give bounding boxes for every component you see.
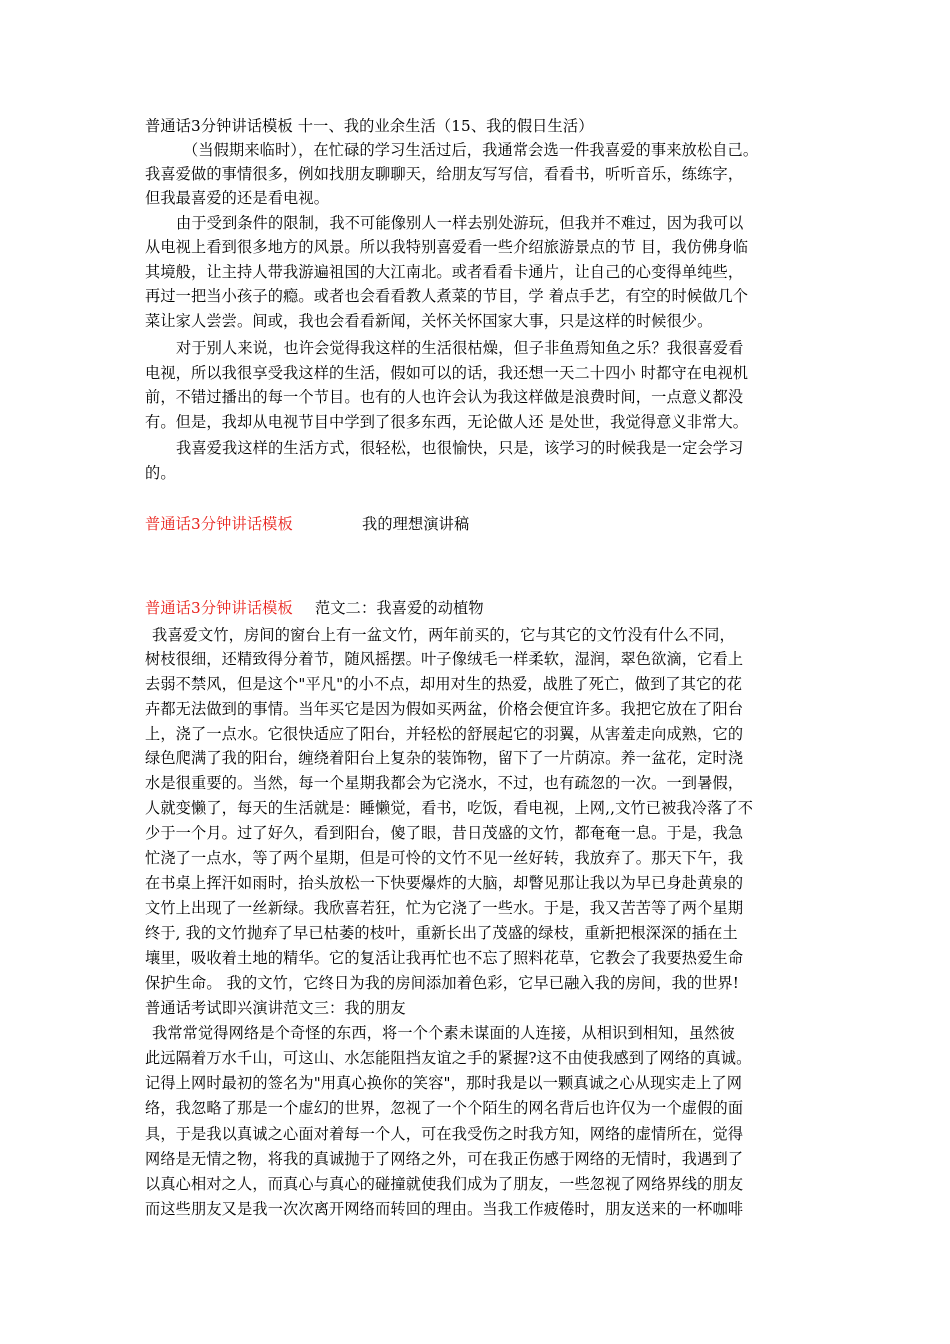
paragraph-line: 菜让家人尝尝。间或，我也会看看新闻，关怀关怀国家大事，只是这样的时候很少。	[145, 312, 713, 330]
paragraph-line: 有。但是，我却从电视节目中学到了很多东西，无论做人还 是处世，我觉得意义非常大。	[145, 413, 749, 431]
paragraph-line: 但我最喜爱的还是看电视。	[145, 189, 330, 207]
paragraph-line: 而这些朋友又是我一次次离开网络而转回的理由。当我工作疲倦时，朋友送来的一杯咖啡	[145, 1200, 744, 1218]
paragraph-line: 卉都无法做到的事情。当年买它是因为假如买两盆，价格会便宜许多。我把它放在了阳台	[145, 700, 744, 718]
paragraph-line: 对于别人来说，也许会觉得我这样的生活很枯燥，但子非鱼焉知鱼之乐？我很喜爱看	[176, 339, 744, 357]
paragraph-line: 我喜爱做的事情很多，例如找朋友聊聊天，给朋友写写信，看看书，听听音乐，练练字，	[145, 165, 744, 183]
paragraph-line: 在书桌上挥汗如雨时，抬头放松一下快要爆炸的大脑，却瞥见那让我以为早已身赴黄泉的	[145, 874, 744, 892]
paragraph-line: 上，浇了一点水。它很快适应了阳台，并轻松的舒展起它的羽翼，从害羞走向成熟，它的	[145, 725, 744, 743]
section1-heading: 普通话3分钟讲话模板 十一、我的业余生活（15、我的假日生活）	[145, 117, 594, 135]
paragraph-line: 从电视上看到很多地方的风景。所以我特别喜爱看一些介绍旅游景点的节 目，我仿佛身临	[145, 238, 749, 256]
section4-heading: 普通话考试即兴演讲范文三：我的朋友	[145, 999, 406, 1017]
paragraph-line: 忙浇了一点水，等了两个星期，但是可怜的文竹不见一丝好转，我放弃了。那天下午，我	[145, 849, 744, 867]
paragraph-line: 再过一把当小孩子的瘾。或者也会看看教人煮菜的节目，学 着点手艺，有空的时候做几个	[145, 287, 749, 305]
paragraph-line: 网络是无情之物，将我的真诚抛于了网络之外，可在我正伤感于网络的无情时，我遇到了	[145, 1150, 744, 1168]
paragraph-line: 电视，所以我很享受我这样的生活，假如可以的话，我还想一天二十四小 时都守在电视机	[145, 364, 749, 382]
paragraph-line: 去弱不禁风，但是这个"平凡"的小不点，却用对生的热爱，战胜了死亡，做到了其它的花	[145, 675, 743, 693]
paragraph-line: 其境般，让主持人带我游遍祖国的大江南北。或者看看卡通片，让自己的心变得单纯些，	[145, 263, 744, 281]
paragraph-line: 树枝很细，还精致得分着节，随风摇摆。叶子像绒毛一样柔软，湿润，翠色欲滴，它看上	[145, 650, 744, 668]
section3-title: 范文二：我喜爱的动植物	[315, 599, 484, 617]
paragraph-line: 绿色爬满了我的阳台，缠绕着阳台上复杂的装饰物，留下了一片荫凉。养一盆花，定时浇	[145, 749, 744, 767]
paragraph-line: 我常常觉得网络是个奇怪的东西，将一个个素未谋面的人连接，从相识到相知，虽然彼	[152, 1024, 735, 1042]
section2-title: 我的理想演讲稿	[362, 515, 470, 533]
paragraph-line: 壤里，吸收着土地的精华。它的复活让我再忙也不忘了照料花草，它教会了我要热爱生命	[145, 949, 744, 967]
paragraph-line: 前，不错过播出的每一个节目。也有的人也许会认为我这样做是浪费时间，一点意义都没	[145, 388, 744, 406]
paragraph-line: 水是很重要的。当然，每一个星期我都会为它浇水，不过，也有疏忽的一次。一到暑假，	[145, 774, 744, 792]
paragraph-line: 络，我忽略了那是一个虚幻的世界，忽视了一个个陌生的网名背后也许仅为一个虚假的面	[145, 1099, 744, 1117]
paragraph-line: （当假期来临时），在忙碌的学习生活过后，我通常会选一件我喜爱的事来放松自己。	[183, 141, 759, 159]
paragraph-line: 具，于是我以真诚之心面对着每一个人，可在我受伤之时我方知，网络的虚情所在，觉得	[145, 1125, 744, 1143]
paragraph-line: 我喜爱文竹，房间的窗台上有一盆文竹，两年前买的，它与其它的文竹没有什么不同，	[152, 626, 735, 644]
paragraph-line: 少于一个月。过了好久，看到阳台，傻了眼，昔日茂盛的文竹，都奄奄一息。于是，我急	[145, 824, 744, 842]
paragraph-line: 我喜爱我这样的生活方式，很轻松，也很愉快，只是，该学习的时候我是一定会学习	[176, 439, 744, 457]
paragraph-line: 文竹上出现了一丝新绿。我欣喜若狂，忙为它浇了一些水。于是，我又苦苦等了两个星期	[145, 899, 744, 917]
paragraph-line: 保护生命。 我的文竹，它终日为我的房间添加着色彩，它早已融入我的房间，我的世界!	[145, 974, 740, 992]
template-red-label: 普通话3分钟讲话模板	[145, 599, 293, 617]
paragraph-line: 人就变懒了，每天的生活就是：睡懒觉，看书，吃饭，看电视，上网,,文竹已被我冷落了不	[145, 799, 754, 817]
paragraph-line: 记得上网时最初的签名为"用真心换你的笑容"，那时我是以一颗真诚之心从现实走上了网	[145, 1074, 743, 1092]
paragraph-line: 此远隔着万水千山，可这山、水怎能阻挡友谊之手的紧握?这不由使我感到了网络的真诚。	[145, 1049, 752, 1067]
paragraph-line: 由于受到条件的限制，我不可能像别人一样去别处游玩，但我并不难过，因为我可以	[176, 214, 744, 232]
paragraph-line: 终于, 我的文竹抛弃了早已枯萎的枝叶，重新长出了茂盛的绿枝，重新把根深深的插在土	[145, 924, 738, 942]
paragraph-line: 以真心相对之人，而真心与真心的碰撞就使我们成为了朋友，一些忽视了网络界线的朋友	[145, 1175, 744, 1193]
template-red-label: 普通话3分钟讲话模板	[145, 515, 293, 533]
paragraph-line: 的。	[145, 464, 176, 482]
